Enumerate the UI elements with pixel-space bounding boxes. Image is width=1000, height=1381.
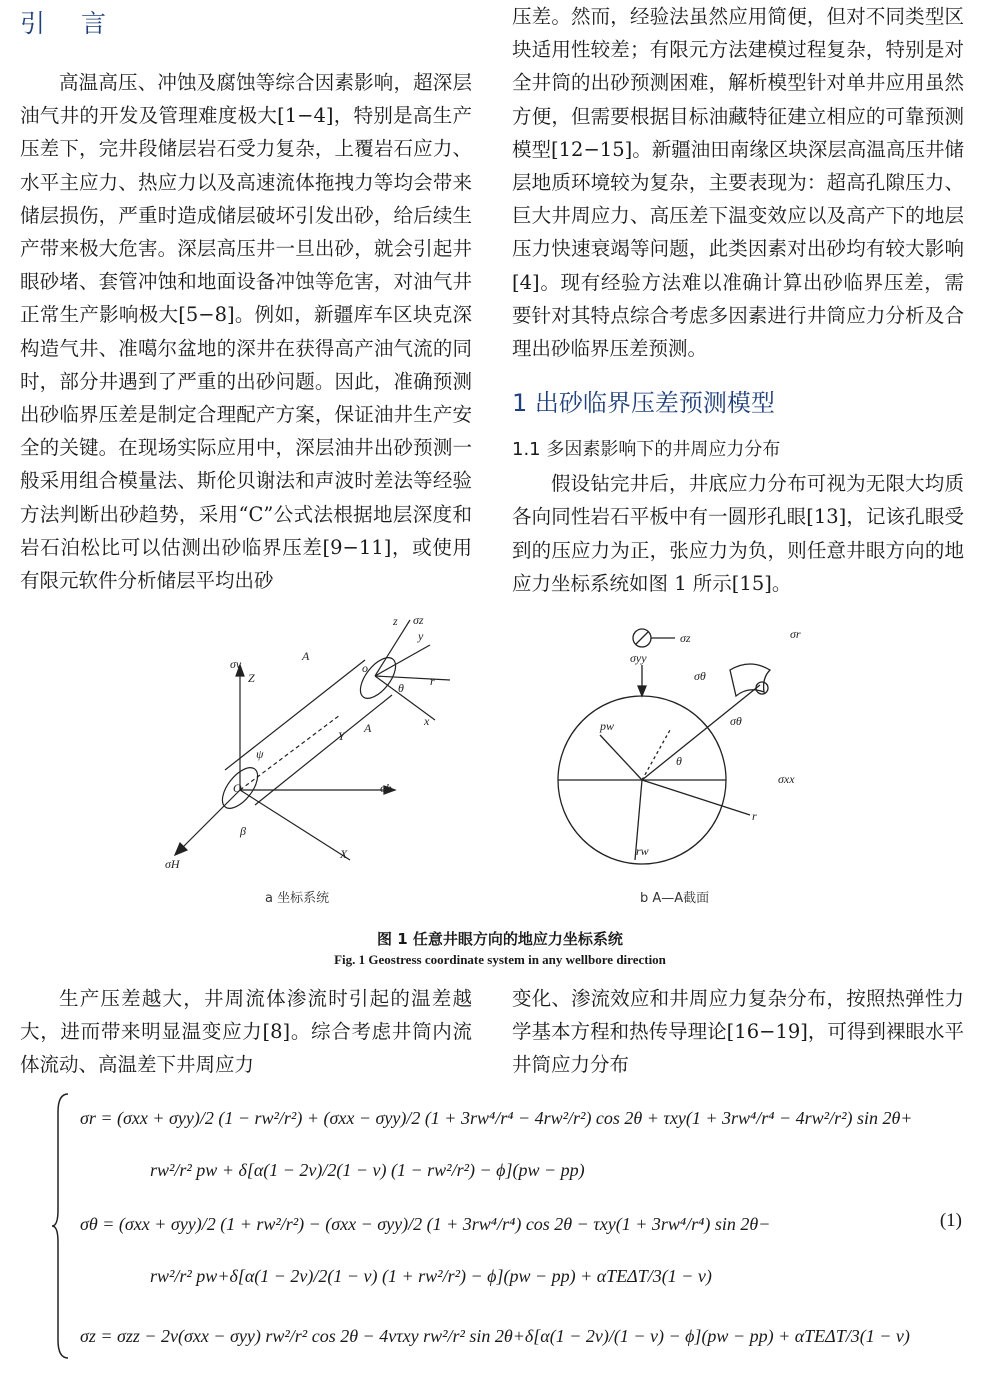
equation-line-sigma-z: σz = σzz − 2ν(σxx − σyy) rw²/r² cos 2θ − 4ντxy rw²/r² sin 2θ+δ[α(1 − 2ν)/(1 − ν) − ϕ](pw − pp) + αTEΔT/3(1 − ν) xyxy=(80,1326,910,1346)
intro-paragraph-1: 高温高压、冲蚀及腐蚀等综合因素影响，超深层油气井的开发及管理难度极大[1−4]，特别是高生产压差下，完井段储层岩石受力复杂，上覆岩石应力、水平主应力、热应力以及高速流体拖拽力等均会带来储层损伤，严重时造成储层破坏引发出砂，给后续生产带来极大危害。深层高压井一旦出砂，就会引起井眼砂堵、套管冲蚀和地面设备冲蚀等危害，对油气井正常生产影响极大[5−8]。例如，新疆库车区块克深构造气井、准噶尔盆地的深井在获得高产油气流的同时，部分井遇到了严重的出砂问题。因此，准确预测出砂临界压差是制定合理配产方案，保证油井生产安全的关键。在现场实际应用中，深层油井出砂预测一般采用组合模量法、斯伦贝谢法和声波时差法等经验方法判断出砂趋势，采用“C”公式法根据地层深度和岩石泊松比可以估测出砂临界压差[9−11]，或使用有限元软件分析储层平均出砂 xyxy=(20,71,472,593)
paragraph-stress-distribution: 变化、渗流效应和井周应力复杂分布，按照热弹性力学基本方程和热传导理论[16−19]，可得到裸眼水平井筒应力分布 xyxy=(512,987,964,1076)
label-b-sigma-z: σz xyxy=(680,631,691,645)
intro-heading: 引 言 xyxy=(20,9,120,38)
label-Z: Z xyxy=(248,671,255,685)
label-psi: ψ xyxy=(256,747,264,761)
equation-1 xyxy=(60,1090,980,1370)
label-sigma-h: σh xyxy=(380,781,392,795)
figure-1-caption-en: Fig. 1 Geostress coordinate system in any wellbore direction xyxy=(334,952,666,967)
figure-1 xyxy=(130,610,890,910)
subsection-1-1-heading: 1.1 多因素影响下的井周应力分布 xyxy=(512,439,781,461)
label-O: O xyxy=(233,781,242,795)
label-X: X xyxy=(340,847,348,861)
label-o: o xyxy=(362,661,368,675)
label-beta: β xyxy=(240,824,246,838)
label-b-sigma-xx: σxx xyxy=(778,772,795,786)
label-theta: θ xyxy=(398,681,404,695)
label-b-sigma-yy: σyy xyxy=(630,651,647,665)
equation-line-sigma-theta: σθ = (σxx + σyy)/2 (1 + rw²/r²) − (σxx − σyy)/2 (1 + 3rw⁴/r⁴) cos 2θ − τxy(1 + 3rw⁴/r⁴) sin 2θ− xyxy=(80,1214,771,1234)
label-b-theta: θ xyxy=(676,754,682,768)
equation-line-sigma-r-cont: rw²/r² pw + δ[α(1 − 2ν)/2(1 − ν) (1 − rw²/r²) − ϕ](pw − pp) xyxy=(150,1160,585,1180)
label-b-r: r xyxy=(752,809,757,823)
equation-number: (1) xyxy=(939,1210,962,1231)
label-sigma-H: σH xyxy=(165,857,180,871)
body-right-lower xyxy=(512,982,964,1081)
equation-line-sigma-r: σr = (σxx + σyy)/2 (1 − rw²/r²) + (σxx − σyy)/2 (1 + 3rw⁴/r⁴ − 4rw²/r²) cos 2θ + τxy(1 + 3rw⁴/r⁴ − 4rw²/r²) sin 2θ+ xyxy=(80,1108,913,1128)
right-column xyxy=(512,0,964,600)
subfigure-a-label: a 坐标系统 xyxy=(265,891,330,906)
label-b-rw: rw xyxy=(636,844,649,858)
left-column xyxy=(20,0,472,597)
equation-line-sigma-theta-cont: rw²/r² pw+δ[α(1 − 2ν)/2(1 − ν) (1 + rw²/r²) − ϕ](pw − pp) + αTEΔT/3(1 − ν) xyxy=(150,1266,712,1286)
label-b-sigma-r: σr xyxy=(790,627,801,641)
paragraph-temperature: 生产压差越大，井周流体渗流时引起的温差越大，进而带来明显温变应力[8]。综合考虑井筒内流体流动、高温差下井周应力 xyxy=(20,987,472,1076)
label-sigma-z: σz xyxy=(413,613,424,627)
section-1-heading: 1 出砂临界压差预测模型 xyxy=(512,389,775,418)
figure-1a-coordinate-system xyxy=(175,620,450,860)
label-A-bottom: A xyxy=(364,721,372,735)
figure-1-caption-zh: 图 1 任意井眼方向的地应力坐标系统 xyxy=(377,930,623,948)
label-z: z xyxy=(393,614,398,628)
intro-paragraph-2: 压差。然而，经验法虽然应用简便，但对不同类型区块适用性较差；有限元方法建模过程复杂，特别是对全井筒的出砂预测困难，解析模型针对单井应用虽然方便，但需要根据目标油藏特征建立相应的可靠预测模型[12−15]。新疆油田南缘区块深层高温高压井储层地质环境较为复杂，主要表现为：超高孔隙压力、巨大井周应力、高压差下温变效应以及高产下的地层压力快速衰竭等问题，此类因素对出砂均有较大影响[4]。现有经验方法难以准确计算出砂临界压差，需要针对其特点综合考虑多因素进行井筒应力分析及合理出砂临界压差预测。 xyxy=(512,5,964,361)
section-1-1-paragraph: 假设钻完井后，井底应力分布可视为无限大均质各向同性岩石平板中有一圆形孔眼[13]，记该孔眼受到的压应力为正，张应力为负，则任意井眼方向的地应力坐标系统如图 1 所示[15]。 xyxy=(512,472,964,595)
subfigure-b-label: b A—A截面 xyxy=(640,891,710,906)
label-A-top: A xyxy=(302,649,310,663)
label-x: x xyxy=(424,714,430,728)
label-Y: Y xyxy=(338,729,345,743)
label-b-pw: pw xyxy=(600,719,615,733)
figure-1b-cross-section xyxy=(558,629,770,864)
label-b-sigma-theta-1: σθ xyxy=(694,669,706,683)
label-r: r xyxy=(430,674,435,688)
label-b-sigma-theta-2: σθ xyxy=(730,714,742,728)
body-left-lower xyxy=(20,982,472,1081)
label-sigma-v: σv xyxy=(230,657,242,671)
label-y: y xyxy=(418,629,424,643)
